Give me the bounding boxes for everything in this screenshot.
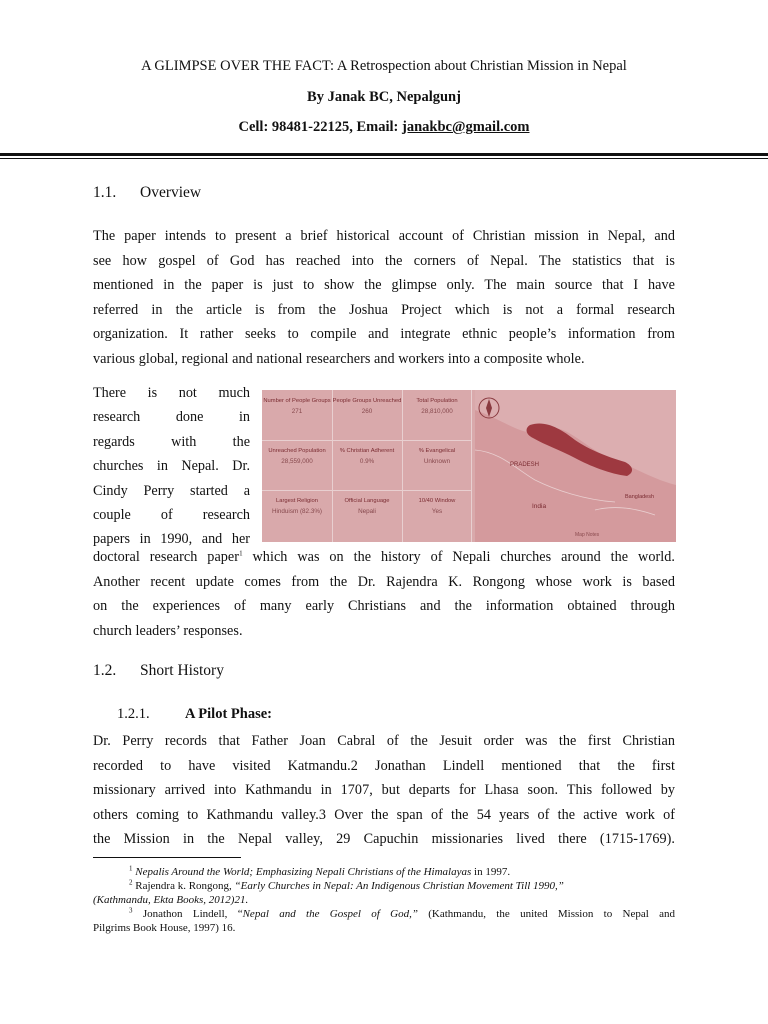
- footnote-3: [93, 907, 675, 921]
- paragraph-line: referred in the article is from the Joshua Project which is not a formal research: [93, 301, 675, 318]
- paragraph-line: regards with the: [93, 433, 250, 450]
- paragraph-line: on the experiences of many early Christians and the information obtained through: [93, 598, 675, 615]
- paragraph-line: churches in Nepal. Dr.: [93, 458, 250, 475]
- map-label: India: [532, 503, 547, 510]
- stat-cell: [262, 440, 332, 490]
- stat-value: Nepali: [358, 508, 376, 515]
- wrapped-text-column: [93, 381, 250, 552]
- stat-label: Total Population: [416, 398, 458, 404]
- paragraph-line: [93, 545, 675, 570]
- author-byline: By Janak BC, Nepalgunj: [307, 89, 461, 105]
- footnote-title: Nepal and the Gospel of God,”: [242, 908, 418, 920]
- paragraph-line: mentioned in the paper is just to show the glimpse only. The main source that I have: [93, 277, 675, 294]
- paragraph-text: doctoral research paper: [93, 549, 240, 565]
- stat-label: Number of People Groups: [263, 398, 331, 404]
- stat-value: 28,810,000: [421, 408, 453, 415]
- footnote-title: Nepalis Around the World; Emphasizing Nepali Christians of the Himalayas: [135, 866, 472, 878]
- footnote-number: 1: [129, 864, 133, 873]
- paragraph-line: various global, regional and national researchers and workers into a composite whole.: [93, 351, 585, 367]
- paragraph-line: organization. It rather seeks to compile and integrate ethnic people’s information from: [93, 326, 675, 343]
- stat-label: Largest Religion: [276, 498, 318, 504]
- paragraph-line: papers in 1990, and her: [93, 531, 250, 548]
- map-label: PRADESH: [510, 462, 540, 468]
- footnote-3-continued: Pilgrims Book House, 1997) 16.: [93, 922, 236, 934]
- footnote-text: Rajendra k. Rongong,: [135, 880, 235, 892]
- footnote-text: in 1997.: [471, 866, 511, 878]
- subsection-heading-pilot-phase: [117, 706, 272, 723]
- document-title: A GLIMPSE OVER THE FACT: A Retrospection about Christian Mission in Nepal: [141, 58, 627, 74]
- paragraph-line: others coming to Kathmandu valley.3 Over the span of the 54 years of the active work of: [93, 806, 675, 823]
- paragraph-line: research done in: [93, 409, 250, 426]
- footnote-number: 2: [129, 878, 133, 887]
- paragraph-line: There is not much: [93, 385, 250, 401]
- stat-label: 10/40 Window: [418, 498, 456, 504]
- footnote-title: “Early Churches in Nepal: An Indigenous Christian Movement Till 1990,”: [234, 880, 564, 892]
- contact-line: [0, 119, 768, 136]
- paragraph-line: see how gospel of God has reached into the corners of Nepal. The statistics that is: [93, 252, 675, 269]
- section-number: 1.2.: [93, 662, 117, 679]
- paragraph-line: Dr. Perry records that Father Joan Cabral of the Jesuit order was the first Christian: [93, 733, 675, 749]
- stat-cell: [332, 490, 402, 540]
- stat-label: Unreached Population: [268, 448, 326, 454]
- nepal-region-map: [475, 390, 676, 542]
- section-title: Short History: [140, 662, 224, 679]
- stat-value: 0.9%: [359, 458, 375, 465]
- header-rule-thin: [0, 158, 768, 159]
- stat-value: Yes: [431, 508, 443, 515]
- subsection-number: 1.2.1.: [117, 706, 150, 722]
- map-label: Bangladesh: [625, 494, 655, 500]
- stat-value: 260: [361, 408, 373, 415]
- stat-label: % Evangelical: [418, 448, 456, 454]
- footnote-text: (Kathmandu, the united Mission to Nepal and: [417, 908, 676, 920]
- footnote-2: [93, 879, 675, 893]
- stat-cell: [402, 390, 472, 440]
- nepal-statistics-figure: [262, 390, 676, 542]
- footnote-text: Jonathon Lindell, “: [142, 908, 243, 920]
- paragraph-line: the Mission in the Nepal valley, 29 Capuchin missionaries lived there (1715-1769).: [93, 831, 675, 848]
- statistics-table: [262, 390, 472, 542]
- stat-label: Official Language: [344, 498, 390, 504]
- footnote-number: 3: [129, 906, 133, 915]
- stat-cell: [332, 390, 402, 440]
- stat-cell: [262, 490, 332, 540]
- stat-label: % Christian Adherent: [339, 448, 395, 454]
- contact-prefix: Cell: 98481-22125, Email:: [238, 119, 403, 135]
- stat-value: 28,559,000: [281, 458, 313, 465]
- footnote-marker: 1: [239, 549, 243, 558]
- paragraph-line: Cindy Perry started a: [93, 482, 250, 499]
- footnote-rule: [93, 857, 241, 858]
- paragraph-line: The paper intends to present a brief historical account of Christian mission in Nepal, and: [93, 228, 675, 244]
- paragraph-text: which was on the history of Nepali churches around the world.: [242, 549, 675, 565]
- section-number: 1.1.: [93, 184, 117, 201]
- subsection-title: A Pilot Phase:: [185, 706, 272, 722]
- paragraph-line: couple of research: [93, 506, 250, 523]
- map-label: Map Notes: [575, 532, 600, 538]
- stat-cell: [262, 390, 332, 440]
- paragraph-line: recorded to have visited Katmandu.2 Jonathan Lindell mentioned that the first: [93, 757, 675, 774]
- paragraph-line: Another recent update comes from the Dr. Rajendra K. Rongong whose work is based: [93, 573, 675, 590]
- section-heading-short-history: [93, 662, 224, 680]
- paragraph-line: church leaders’ responses.: [93, 622, 243, 639]
- stat-value: Unknown: [423, 458, 451, 465]
- email-link[interactable]: janakbc@gmail.com: [402, 119, 530, 135]
- section-heading-overview: [93, 184, 201, 202]
- stat-cell: [402, 490, 472, 540]
- stat-value: Hinduism (82.3%): [271, 508, 323, 515]
- stat-cell: [402, 440, 472, 490]
- stat-label: People Groups Unreached: [332, 398, 402, 404]
- stat-cell: [332, 440, 402, 490]
- header-rule: [0, 153, 768, 156]
- stat-value: 271: [291, 408, 303, 415]
- footnote-1: [93, 865, 675, 879]
- paragraph-line: missionary arrived into Kathmandu in 1707, but departs for Lhasa soon. This followed by: [93, 782, 675, 799]
- section-title: Overview: [140, 184, 202, 201]
- footnote-2-continued: [93, 893, 675, 907]
- footnote-text: (Kathmandu, Ekta Books, 2012)21.: [93, 894, 249, 906]
